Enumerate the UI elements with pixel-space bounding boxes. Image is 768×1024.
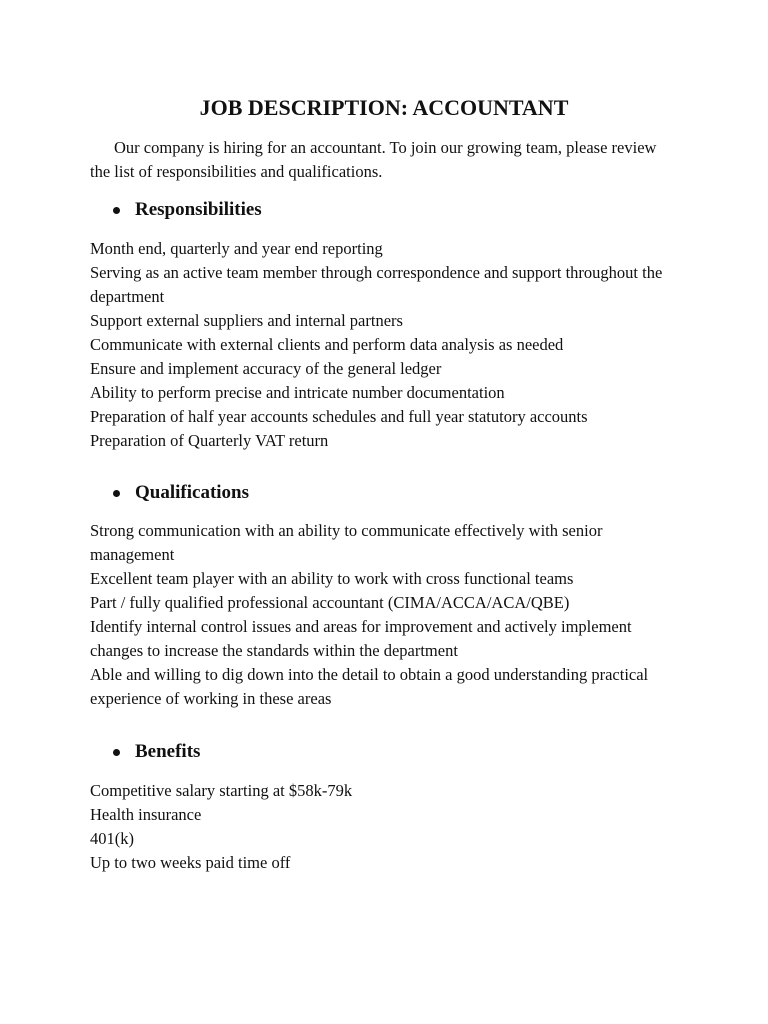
benefits-heading-label: Benefits bbox=[135, 741, 201, 762]
list-item: Ensure and implement accuracy of the general ledger bbox=[90, 359, 442, 378]
responsibilities-list bbox=[90, 237, 680, 453]
intro-paragraph: Our company is hiring for an accountant. To join our growing team, please review the list of responsibilities and qualifications. bbox=[90, 138, 657, 181]
list-item: 401(k) bbox=[90, 829, 134, 848]
benefits-list bbox=[90, 779, 680, 875]
bullet-icon bbox=[113, 207, 120, 214]
qualifications-list bbox=[90, 519, 680, 711]
qualifications-heading bbox=[90, 481, 680, 505]
list-item: Support external suppliers and internal partners bbox=[90, 311, 403, 330]
list-item: Ability to perform precise and intricate number documentation bbox=[90, 383, 505, 402]
responsibilities-heading-label: Responsibilities bbox=[135, 199, 262, 220]
list-item: Serving as an active team member through correspondence and support throughout the department bbox=[90, 263, 663, 306]
page-title: JOB DESCRIPTION: ACCOUNTANT bbox=[199, 95, 569, 120]
bullet-icon bbox=[113, 490, 120, 497]
list-item: Excellent team player with an ability to work with cross functional teams bbox=[90, 569, 574, 588]
list-item: Strong communication with an ability to communicate effectively with senior management bbox=[90, 521, 603, 564]
list-item: Preparation of half year accounts schedules and full year statutory accounts bbox=[90, 407, 588, 426]
bullet-icon bbox=[113, 749, 120, 756]
list-item: Health insurance bbox=[90, 805, 202, 824]
benefits-heading bbox=[90, 740, 680, 764]
qualifications-heading-label: Qualifications bbox=[135, 482, 250, 503]
list-item: Preparation of Quarterly VAT return bbox=[90, 431, 329, 450]
list-item: Competitive salary starting at $58k-79k bbox=[90, 781, 353, 800]
list-item: Part / fully qualified professional accountant (CIMA/ACCA/ACA/QBE) bbox=[90, 593, 570, 612]
list-item: Up to two weeks paid time off bbox=[90, 853, 291, 872]
list-item: Communicate with external clients and perform data analysis as needed bbox=[90, 335, 564, 354]
list-item: Able and willing to dig down into the detail to obtain a good understanding practical experience of working in these areas bbox=[90, 665, 649, 708]
responsibilities-heading bbox=[90, 198, 680, 222]
list-item: Identify internal control issues and areas for improvement and actively implement changes to increase the standards within the department bbox=[90, 617, 632, 660]
list-item: Month end, quarterly and year end reporting bbox=[90, 239, 383, 258]
